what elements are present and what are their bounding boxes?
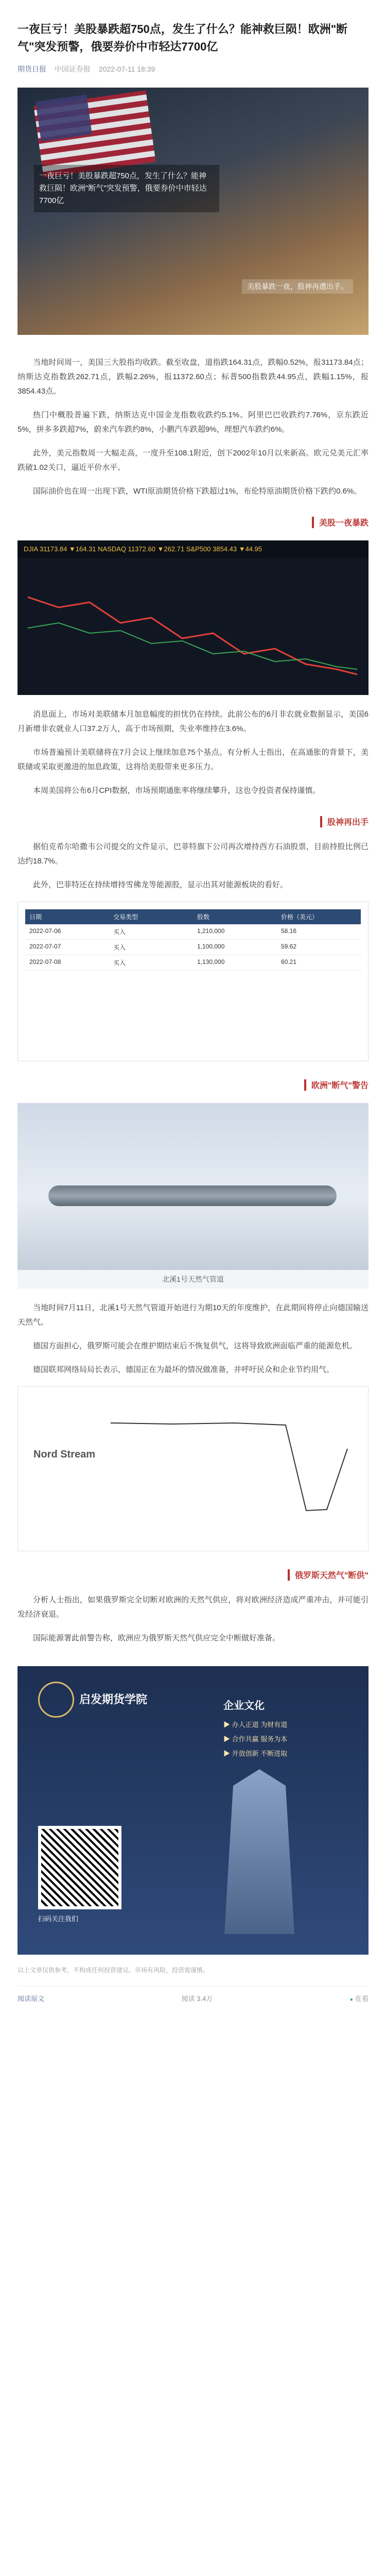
table-header-cell: 交易类型: [113, 913, 138, 921]
s4-paragraph-2: 国际能源署此前警告称，欧洲应为俄罗斯天然气供应完全中断做好准备。: [33, 1634, 280, 1642]
section-bar-icon: [288, 1569, 290, 1581]
section-title: 美股一夜暴跌: [319, 519, 369, 528]
article-date: 2022-07-11 18:39: [98, 65, 155, 73]
intro-paragraph-1: 当地时间周一，美国三大股指均收跌。截至收盘，道指跌164.31点，跌幅0.52%，报31173.84点；纳斯达克指数跌262.71点，跌幅2.26%，报11372.60点；标普500指数跌44.95点，跌幅1.15%，报3854.43点。: [17, 358, 369, 396]
like-button[interactable]: [350, 1993, 369, 2003]
s2-paragraph-2: 此外，巴菲特还在持续增持雪佛龙等能源股，显示出其对能源板块的看好。: [33, 880, 288, 889]
section-bar-icon: [304, 1079, 306, 1091]
hero-headline: 一夜巨亏！美股暴跌超750点，发生了什么？能神救巨陨！欧洲"断气"突发预警，俄要券价中市轻达7700亿: [34, 165, 219, 212]
s3-paragraph-1: 当地时间7月11日，北溪1号天然气管道开始进行为期10天的年度维护，在此期间将停止向德国输送天然气。: [17, 1303, 369, 1327]
section-title: 俄罗斯天然气"断供": [294, 1571, 369, 1580]
table-cell: 1,130,000: [197, 958, 225, 965]
section-heading-2: [17, 816, 369, 827]
index-line: [28, 597, 357, 674]
slogan-line: ▶ 开放创新 不断进取: [223, 1750, 288, 1757]
table-cell: 2022-07-08: [29, 958, 61, 965]
like-label: 在看: [355, 1995, 369, 2003]
table-cell: 2022-07-06: [29, 927, 61, 935]
table-cell: 2022-07-07: [29, 943, 61, 950]
table-cell: 买入: [113, 928, 126, 936]
pipeline-graphic: [48, 1185, 337, 1206]
market-line-graphic: [28, 566, 357, 685]
company-promo-card: [17, 1666, 369, 1955]
table-header-row: [25, 909, 361, 924]
nord-stream-label: Nord Stream: [33, 1449, 96, 1460]
s3-paragraph-2: 德国方面担心，俄罗斯可能会在维护期结束后不恢复供气，这将导致欧洲面临严重的能源危机。: [33, 1342, 358, 1350]
section-heading-3: [17, 1079, 369, 1091]
table-row: [25, 940, 361, 955]
table-header-cell: 股数: [197, 913, 210, 921]
table-cell: 1,100,000: [197, 943, 225, 950]
table-cell: 60.21: [281, 958, 297, 965]
index-line-2: [28, 623, 357, 669]
intro-paragraph-4: 国际油价也在周一出现下跌，WTI原油期货价格下跌超过1%，布伦特原油期货价格下跌约0.6%。: [33, 487, 362, 496]
section-bar-icon: [320, 816, 322, 827]
qr-code-icon[interactable]: [38, 1826, 121, 1909]
article-author: 中国证券报: [54, 65, 91, 73]
gas-pipeline-figure: [17, 1103, 369, 1289]
s4-paragraph-1: 分析人士指出，如果俄罗斯完全切断对欧洲的天然气供应，将对欧洲经济造成严重冲击，并可能引发经济衰退。: [17, 1596, 369, 1619]
holdings-table-figure: [17, 902, 369, 1061]
table-row: [25, 924, 361, 940]
section-title: 欧洲"断气"警告: [311, 1081, 369, 1090]
us-flag-canton: [36, 94, 92, 141]
table-header-cell: 价格（美元）: [281, 913, 319, 921]
company-name: 启发期货学院: [79, 1693, 148, 1706]
table-cell: 59.62: [281, 943, 297, 950]
table-cell: 买入: [113, 944, 126, 951]
s1-paragraph-3: 本周美国将公布6月CPI数据，市场预期通胀率将继续攀升，这也令投资者保持谨慎。: [33, 786, 321, 795]
s1-paragraph-2: 市场普遍预计美联储将在7月会议上继续加息75个基点。有分析人士指出，在高通胀的背景下，美联储或采取更激进的加息政策，这将给美股带来更多压力。: [17, 748, 369, 771]
culture-slogans: [223, 1718, 287, 1761]
slogan-line: ▶ 合作共赢 服务为本: [223, 1735, 288, 1743]
hero-caption: 美股暴跌一夜，股神再遭出手。: [242, 279, 353, 294]
nord-stream-chart-figure: [17, 1386, 369, 1551]
table-row: [25, 955, 361, 971]
intro-paragraph-2: 热门中概股普遍下跌，纳斯达克中国金龙指数收跌约5.1%。阿里巴巴收跌约7.76%，京东跌近5%，拼多多跌超7%，蔚来汽车跌约8%，小鹏汽车跌超9%，理想汽车跌约6%。: [17, 411, 369, 434]
read-original-link[interactable]: 阅读原文: [17, 1995, 45, 2003]
gas-figure-caption: 北溪1号天然气管道: [17, 1270, 369, 1289]
ticker-strip: DJIA 31173.84 ▼164.31 NASDAQ 11372.60 ▼262.71 S&P500 3854.43 ▼44.95: [17, 540, 369, 558]
table-cell: 58.16: [281, 927, 297, 935]
market-screen-figure: [17, 540, 369, 695]
flow-line: [111, 1423, 347, 1511]
s3-paragraph-3: 德国联邦网络局局长表示，德国正在为最坏的情况做准备，并呼吁民众和企业节约用气。: [33, 1365, 335, 1374]
culture-title: 企业文化: [223, 1700, 265, 1711]
table-header-cell: 日期: [29, 913, 42, 921]
s2-paragraph-1: 据伯克希尔哈撒韦公司提交的文件显示，巴菲特旗下公司再次增持西方石油股票，目前持股比例已达约18.7%。: [17, 842, 369, 866]
article-page: [0, 21, 386, 2019]
intro-paragraph-3: 此外，美元指数周一大幅走高，一度升至108.1附近，创下2002年10月以来新高。欧元兑美元汇率跌破1.02关口，逼近平价水平。: [17, 449, 369, 472]
section-heading-1: [17, 516, 369, 528]
section-title: 股神再出手: [327, 818, 369, 827]
slogan-line: ▶ 办人正道 为财有道: [223, 1721, 288, 1728]
article-meta: [17, 64, 369, 74]
company-logo-icon: [38, 1682, 74, 1718]
article-source-link[interactable]: 期货日报: [17, 65, 46, 73]
disclaimer-text: 以上文章仅供参考，不构成任何投资建议。市场有风险，投资需谨慎。: [17, 1967, 209, 1974]
section-heading-4: [17, 1569, 369, 1581]
table-cell: 1,210,000: [197, 927, 225, 935]
section-bar-icon: [312, 517, 314, 528]
table-cell: 买入: [113, 959, 126, 967]
views-count: 阅读 3.4万: [181, 1995, 213, 2003]
article-bottom-bar: [17, 1986, 369, 2019]
article-title: 一夜巨亏！美股暴跌超750点，发生了什么？能神救巨陨！欧洲"断气"突发预警，俄要券价中市轻达7700亿: [17, 23, 348, 53]
s1-paragraph-1: 消息面上，市场对美联储本月加息幅度的担忧仍在持续。此前公布的6月非农就业数据显示，美国6月新增非农就业人口37.2万人，高于市场预期，失业率维持在3.6%。: [17, 710, 369, 733]
like-dot-icon: ●: [349, 1997, 353, 2003]
qr-caption: 扫码关注我们: [38, 1915, 79, 1923]
building-graphic: [172, 1769, 347, 1934]
hero-image: [17, 88, 369, 335]
flow-line-graphic: [18, 1387, 368, 1551]
